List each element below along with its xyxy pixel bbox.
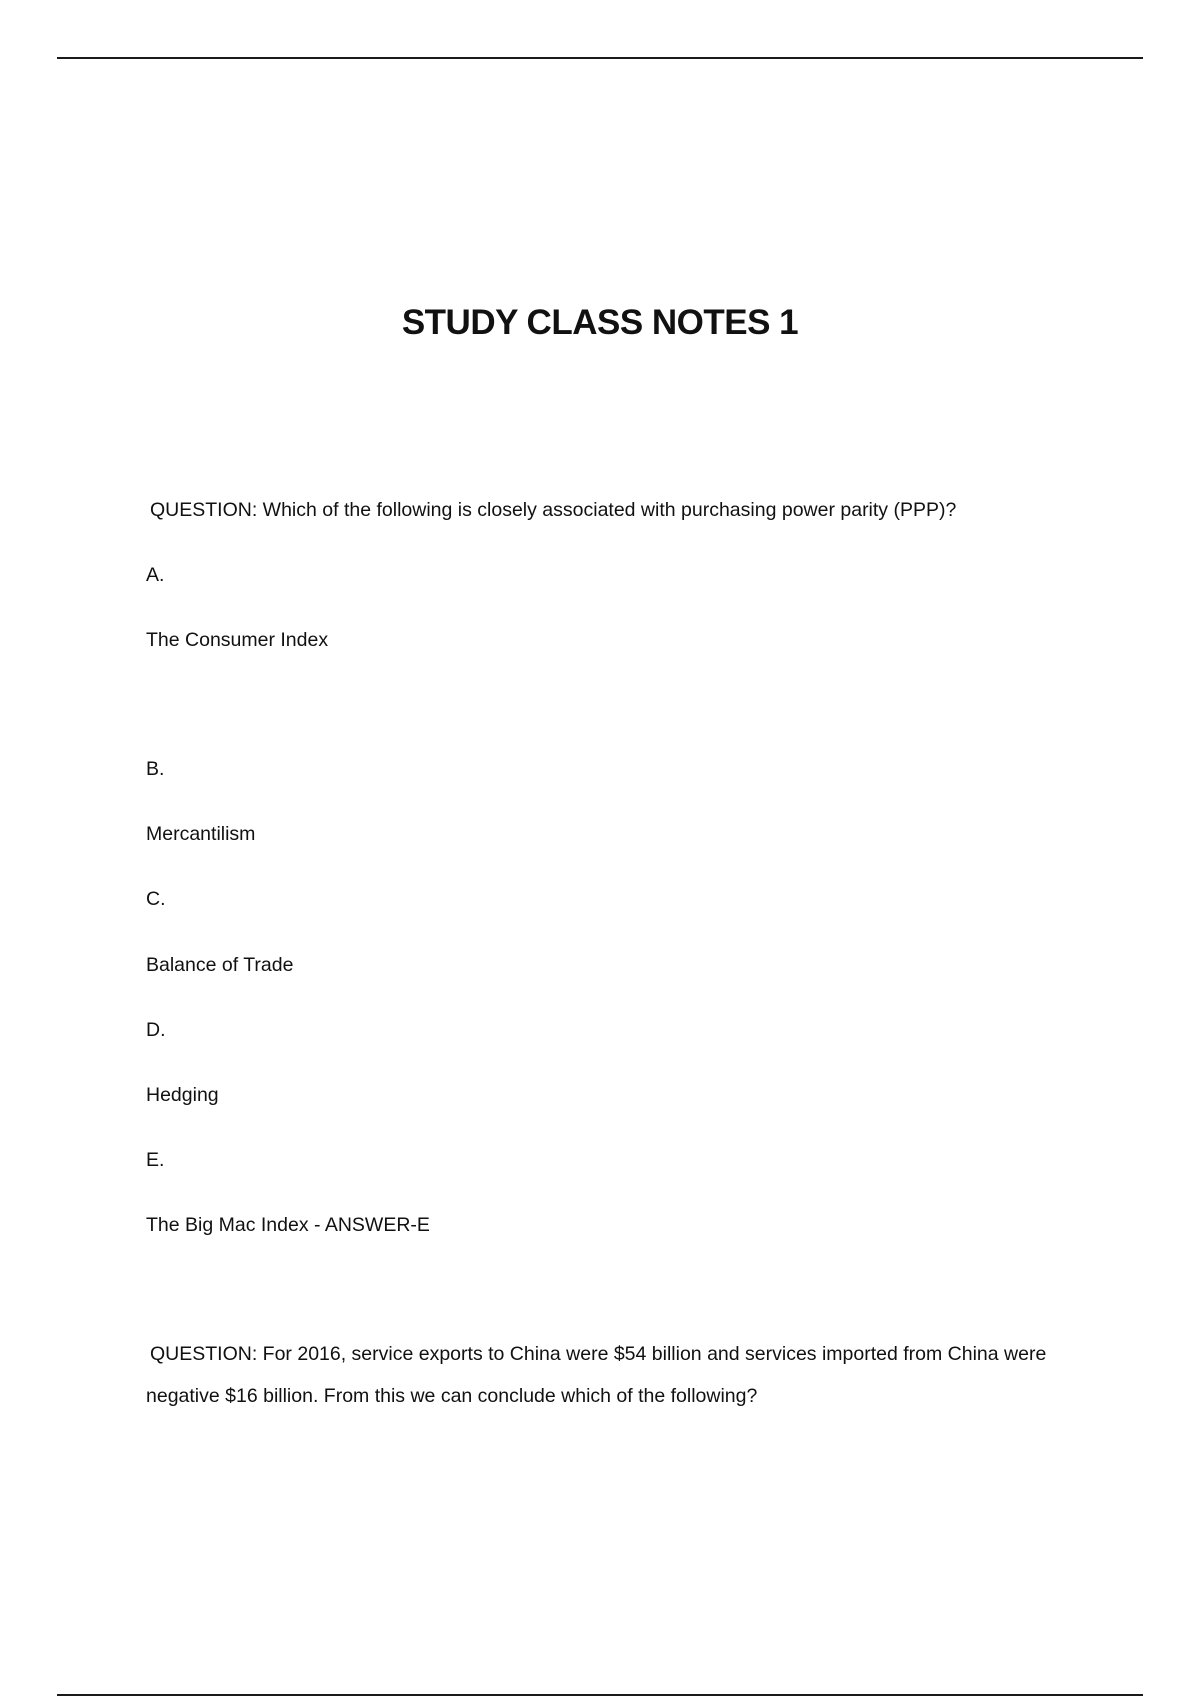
option-c-letter: C. [146, 888, 166, 910]
option-a-text: The Consumer Index [146, 629, 329, 651]
document-title: STUDY CLASS NOTES 1 [401, 303, 799, 342]
option-d-text: Hedging [146, 1084, 219, 1106]
option-a-letter: A. [146, 564, 165, 586]
option-e-letter: E. [146, 1149, 165, 1171]
question-2-line-2: negative $16 billion. From this we can conclude which of the following? [146, 1385, 758, 1407]
option-d-letter: D. [146, 1019, 166, 1041]
option-b-text: Mercantilism [146, 823, 256, 845]
footer-rule [57, 1694, 1143, 1696]
question-2-line-1: QUESTION: For 2016, service exports to China were $54 billion and services imported from China were [150, 1343, 1047, 1365]
option-c-text: Balance of Trade [146, 954, 294, 976]
header-rule [57, 57, 1143, 59]
question-1-text: QUESTION: Which of the following is closely associated with purchasing power parity (PPP)? [150, 499, 957, 521]
option-b-letter: B. [146, 758, 165, 780]
option-e-text: The Big Mac Index - ANSWER-E [146, 1214, 430, 1236]
